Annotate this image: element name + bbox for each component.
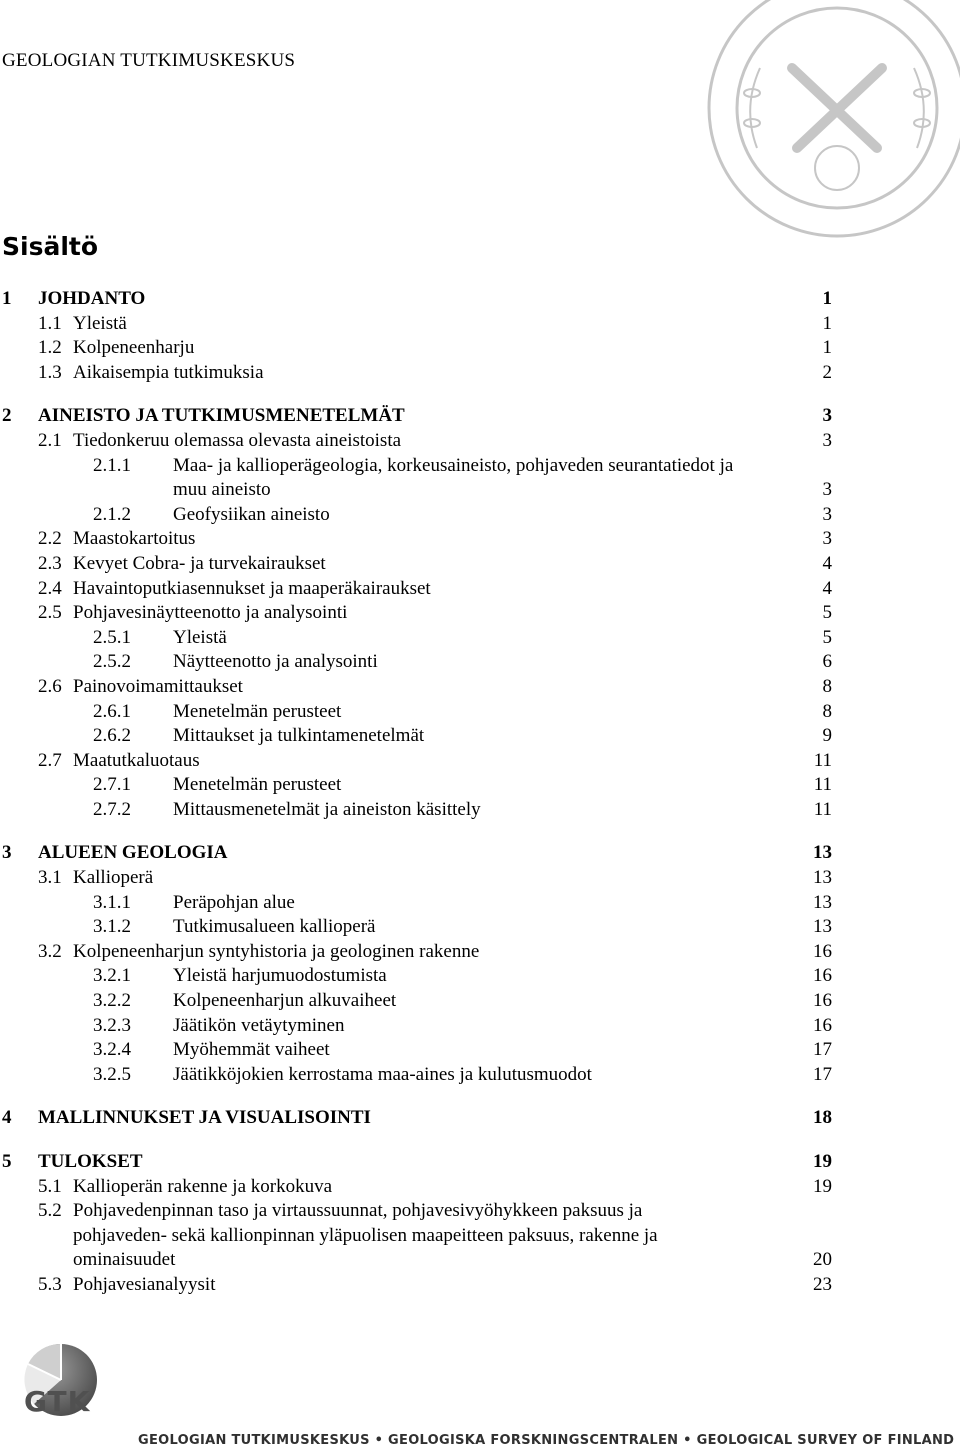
toc-entry-page: 13 [813,867,832,889]
toc-entry-title: muu aineisto [173,479,271,501]
toc-entry-title: Menetelmän perusteet [173,774,342,796]
toc-entry[interactable] [0,749,960,774]
toc-entry[interactable] [0,891,960,916]
toc-entry[interactable] [0,1224,960,1249]
toc-entry-title: Maa- ja kallioperägeologia, korkeusaineisto, pohjaveden seurantatiedot ja [173,454,734,476]
toc-entry[interactable] [0,478,960,503]
toc-entry[interactable] [0,1014,960,1039]
toc-entry-title: Aikaisempia tutkimuksia [73,361,264,383]
toc-entry-title: Kallioperän rakenne ja korkokuva [73,1175,333,1197]
toc-entry-title: Maastokartoitus [73,528,196,550]
toc-entry-title: Pohjavesinäytteenotto ja analysointi [73,602,348,624]
toc-entry-title: Yleistä [73,312,127,334]
toc-entry-title: AINEISTO JA TUTKIMUSMENETELMÄT [38,405,405,427]
toc-entry-number: 3.1.1 [93,891,131,913]
toc-entry[interactable] [0,650,960,675]
toc-entry-page: 8 [822,675,832,697]
toc-entry-page: 3 [822,405,832,427]
toc-entry[interactable] [0,675,960,700]
toc-entry[interactable] [0,361,960,386]
toc-entry-number: 2.7 [38,749,62,771]
toc-entry-title: Yleistä harjumuodostumista [173,965,387,987]
toc-entry-title: Peräpohjan alue [173,891,295,913]
toc-entry[interactable] [0,841,960,866]
toc-entry-page: 19 [813,1175,832,1197]
toc-entry[interactable] [0,724,960,749]
toc-entry-title: Havaintoputkiasennukset ja maaperäkairaukset [73,577,431,599]
toc-entry[interactable] [0,527,960,552]
toc-entry-number: 3.2 [38,940,62,962]
toc-entry-number: 3.2.5 [93,1063,131,1085]
toc-entry[interactable] [0,626,960,651]
toc-entry-title: Pohjavesianalyysit [73,1273,216,1295]
toc-entry-number: 2.2 [38,528,62,550]
toc-entry-number: 2.1 [38,429,62,451]
toc-entry-title: pohjaveden- sekä kallionpinnan yläpuolisen maapeitteen paksuus, rakenne ja [73,1224,658,1246]
toc-entry-number: 2.4 [38,577,62,599]
toc-entry-page: 4 [822,577,832,599]
toc-entry-title: Näytteenotto ja analysointi [173,651,378,673]
toc-entry[interactable] [0,601,960,626]
toc-entry-number: 1 [2,288,12,309]
toc-entry-number: 3 [2,842,12,864]
toc-entry[interactable] [0,1106,960,1131]
toc-entry-number: 5.3 [38,1273,62,1295]
toc-entry-number: 2.3 [38,552,62,574]
toc-entry-page: 18 [813,1107,832,1129]
toc-entry[interactable] [0,1038,960,1063]
toc-entry-number: 5.1 [38,1175,62,1197]
toc-entry-page: 1 [822,312,832,334]
toc-entry-number: 1.1 [38,312,62,334]
toc-entry-number: 2.7.1 [93,774,131,796]
toc-entry-number: 1.2 [38,337,62,359]
toc-entry-page: 2 [822,361,832,383]
toc-entry-page: 8 [822,700,832,722]
toc-title: Sisältö [2,232,99,261]
toc-entry-page: 3 [822,503,832,525]
toc-entry[interactable] [0,429,960,454]
toc-entry-title: Mittaukset ja tulkintamenetelmät [173,725,425,747]
toc-entry-number: 3.1 [38,867,62,889]
toc-entry-number: 3.2.4 [93,1039,131,1061]
toc-entry-page: 3 [822,429,832,451]
toc-entry[interactable] [0,552,960,577]
toc-entry-title: TULOKSET [38,1151,143,1172]
toc-entry-title: Kallioperä [73,867,154,889]
toc-entry-title: Maatutkaluotaus [73,749,200,771]
toc-entry[interactable] [0,1175,960,1200]
toc-entry-title: Kolpeneenharjun syntyhistoria ja geologinen rakenne [73,940,480,962]
toc-entry[interactable] [0,1063,960,1088]
toc-entry-page: 5 [822,602,832,624]
toc-entry[interactable] [0,1273,960,1298]
toc-entry-title: ALUEEN GEOLOGIA [38,842,228,864]
toc-entry-page: 16 [813,1014,832,1036]
toc-entry-title: MALLINNUKSET JA VISUALISOINTI [38,1107,371,1129]
gtk-logo-text: GTK [24,1385,91,1418]
toc-entry-page: 11 [813,774,832,796]
toc-entry[interactable] [0,989,960,1014]
toc-entry-title: Geofysiikan aineisto [173,503,330,525]
toc-entry[interactable] [0,964,960,989]
toc-entry[interactable] [0,336,960,361]
toc-entry-number: 3.2.1 [93,965,131,987]
toc-entry-number: 2.5 [38,602,62,624]
toc-entry-title: Jäätikön vetäytyminen [173,1014,345,1036]
toc-entry[interactable] [0,577,960,602]
toc-entry-title: Kolpeneenharju [73,337,195,359]
toc-entry-title: Tiedonkeruu olemassa olevasta aineistoista [73,429,402,451]
toc-entry-title: Pohjavedenpinnan taso ja virtaussuunnat, pohjavesivyöhykkeen paksuus ja [73,1200,643,1222]
footer-tagline: GEOLOGIAN TUTKIMUSKESKUS • GEOLOGISKA FORSKNINGSCENTRALEN • GEOLOGICAL SURVEY OF FINLAND [138,1433,955,1448]
toc-entry[interactable] [0,1150,960,1175]
toc-entry-page: 9 [822,725,832,747]
toc-entry-page: 16 [813,940,832,962]
toc-entry-page: 3 [822,528,832,550]
toc-entry-page: 11 [813,749,832,771]
toc-entry-page: 5 [822,626,832,648]
toc-entry-number: 2.6.2 [93,725,131,747]
toc-entry[interactable] [0,866,960,891]
toc-entry[interactable] [0,287,960,312]
toc-entry[interactable] [0,503,960,528]
toc-entry-number: 3.2.2 [93,990,131,1012]
toc-entry-page: 19 [813,1151,832,1172]
toc-entry-number: 2 [2,405,12,427]
toc-entry-number: 5 [2,1151,12,1172]
toc-entry-page: 6 [822,651,832,673]
toc-entry-number: 2.6.1 [93,700,131,722]
toc-entry-title: Painovoimamittaukset [73,675,243,697]
toc-entry-page: 11 [813,798,832,820]
toc-entry[interactable] [0,312,960,337]
toc-entry-title: Jäätikköjokien kerrostama maa-aines ja kulutusmuodot [173,1063,592,1085]
toc-entry-page: 17 [813,1063,832,1085]
toc-entry-title: Kevyet Cobra- ja turvekairaukset [73,552,326,574]
toc-entry-number: 5.2 [38,1200,62,1222]
toc-entry-page: 13 [813,916,832,938]
toc-entry-page: 16 [813,990,832,1012]
table-of-contents [0,287,960,1298]
toc-entry-title: Menetelmän perusteet [173,700,342,722]
toc-entry-page: 13 [813,891,832,913]
toc-entry-number: 2.1.2 [93,503,131,525]
toc-entry-title: JOHDANTO [38,288,146,309]
toc-entry-page: 17 [813,1039,832,1061]
toc-entry-title: Tutkimusalueen kallioperä [173,916,376,938]
toc-entry-title: Myöhemmät vaiheet [173,1039,330,1061]
toc-entry-page: 23 [813,1273,832,1295]
toc-entry[interactable] [0,915,960,940]
toc-entry-page: 3 [822,479,832,501]
toc-entry-title: Mittausmenetelmät ja aineiston käsittely [173,798,481,820]
toc-entry[interactable] [0,940,960,965]
toc-entry-page: 1 [822,288,832,309]
toc-entry-page: 1 [822,337,832,359]
organization-header: GEOLOGIAN TUTKIMUSKESKUS [2,50,296,71]
toc-entry[interactable] [0,454,960,479]
toc-entry-number: 2.6 [38,675,62,697]
toc-entry-title: ominaisuudet [73,1249,176,1271]
toc-entry-number: 2.5.1 [93,626,131,648]
toc-entry-number: 2.1.1 [93,454,131,476]
toc-entry-title: Yleistä [173,626,227,648]
toc-entry-number: 3.2.3 [93,1014,131,1036]
toc-entry[interactable] [0,700,960,725]
gtk-seal-watermark-icon [672,0,960,258]
toc-entry-page: 13 [813,842,832,864]
toc-entry[interactable] [0,773,960,798]
toc-entry-number: 2.5.2 [93,651,131,673]
toc-entry-number: 1.3 [38,361,62,383]
toc-entry-page: 16 [813,965,832,987]
toc-entry-page: 4 [822,552,832,574]
toc-entry-title: Kolpeneenharjun alkuvaiheet [173,990,397,1012]
toc-entry[interactable] [0,798,960,823]
toc-entry-number: 3.1.2 [93,916,131,938]
toc-entry[interactable] [0,404,960,429]
toc-entry-number: 2.7.2 [93,798,131,820]
toc-entry-number: 4 [2,1107,12,1129]
toc-entry[interactable] [0,1248,960,1273]
toc-entry-page: 20 [813,1249,832,1271]
toc-entry[interactable] [0,1199,960,1224]
